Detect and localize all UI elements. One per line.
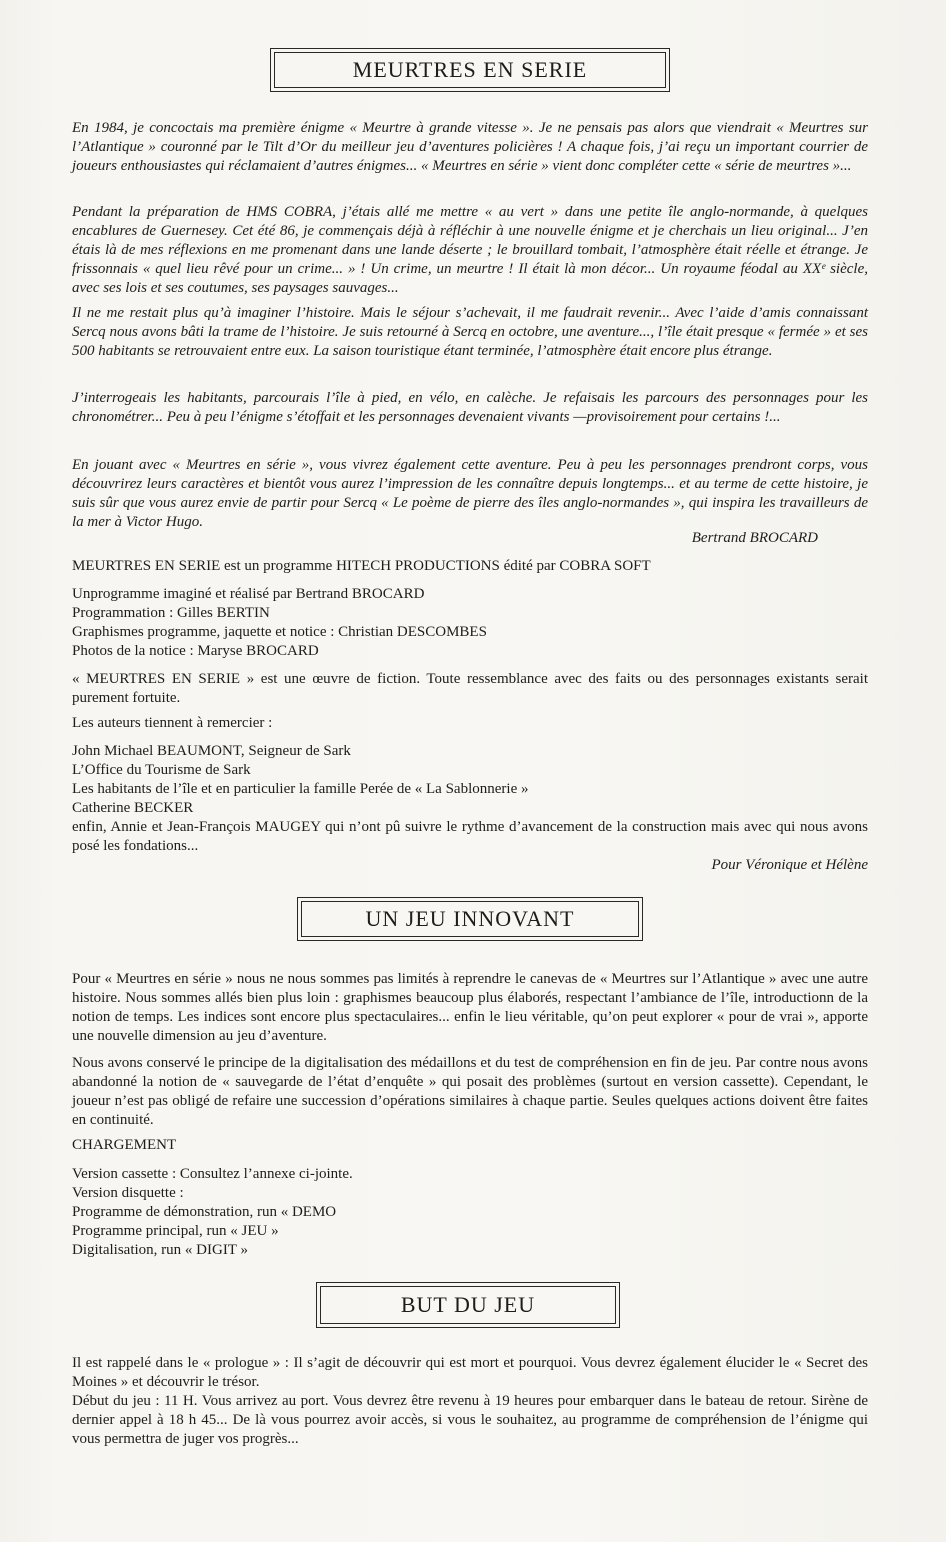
thanks-list — [72, 742, 868, 856]
goal-paragraph-1: Il est rappelé dans le « prologue » : Il s’agit de découvrir qui est mort et pourquoi. Vous devrez également élucider le « Secret des Moines » et découvrir le trésor. — [72, 1355, 868, 1390]
section-title-meurtres-en-serie — [270, 48, 670, 92]
section-title-text: BUT DU JEU — [400, 1292, 536, 1317]
thanks-item: L’Office du Tourisme de Sark — [72, 762, 251, 778]
fiction-note: « MEURTRES EN SERIE » est une œuvre de fiction. Toute ressemblance avec des faits ou des personnages existants serait purement fortuite. — [72, 671, 868, 706]
credit-line: Graphismes programme, jaquette et notice : Christian DESCOMBES — [72, 624, 487, 640]
author-signature: Bertrand BROCARD — [691, 530, 818, 546]
loading-item: Version cassette : Consultez l’annexe ci-jointe. — [72, 1166, 353, 1182]
credits-block — [72, 585, 868, 661]
intro-paragraph-1: En 1984, je concoctais ma première énigme « Meurtre à grande vitesse ». Je ne pensais pas alors que viendrait « Meurtres sur l’Atlantique » couronné par le Tilt d’Or du meilleur jeu d’aventures policières ! A chaque fois, j’ai reçu un important courrier de joueurs enthousiastes qui réclamaient d’autres énigmes... « Meurtres en série » vient donc compléter cette « série de meurtres »... — [72, 120, 868, 174]
dedication: Pour Véronique et Hélène — [711, 857, 868, 873]
thanks-item: enfin, Annie et Jean-François MAUGEY qui n’ont pû suivre le rythme d’avancement de la construction mais avec qui nous avons posé les fondations... — [72, 819, 868, 854]
goal-paragraph-2: Début du jeu : 11 H. Vous arrivez au port. Vous devrez être revenu à 19 heures pour embarquer dans le bateau de retour. Sirène de dernier appel à 18 h 45... De là vous pourrez avoir accès, si vous le souhaitez, au programme de compréhension de l’énigme qui vous permettra de juger vos progrès... — [72, 1393, 868, 1447]
credit-line: Photos de la notice : Maryse BROCARD — [72, 643, 319, 659]
innovation-paragraph-2: Nous avons conservé le principe de la digitalisation des médaillons et du test de compréhension en fin de jeu. Par contre nous avons abandonné la notion de « sauvegarde de l’état d’enquête » qui posait des problèmes (surtout en version cassette). Cependant, le joueur n’est pas obligé de refaire une succession d’opérations similaires à chaque partie. Seules quelques actions doivent être faites en continuité. — [72, 1055, 868, 1128]
section-title-but-du-jeu — [316, 1282, 620, 1328]
loading-item: Version disquette : — [72, 1185, 184, 1201]
thanks-item: Les habitants de l’île et en particulier la famille Perée de « La Sablonnerie » — [72, 781, 529, 797]
thanks-intro: Les auteurs tiennent à remercier : — [72, 715, 273, 731]
credit-line: Unprogramme imaginé et réalisé par Bertrand BROCARD — [72, 586, 425, 602]
thanks-item: John Michael BEAUMONT, Seigneur de Sark — [72, 743, 351, 759]
intro-paragraph-2: Pendant la préparation de HMS COBRA, j’étais allé me mettre « au vert » dans une petite île anglo-normande, à quelques encablures de Guernesey. Cet été 86, je commençais déjà à réfléchir à une nouvelle énigme et je cherchais un lieu original... J’en étais là de mes réflexions en me promenant dans une lande déserte ; le brouillard tombait, l’atmosphère était réelle et étrange. Je frissonnais « quel lieu rêvé pour un crime... » ! Un crime, un meurtre ! Il était là mon décor... Un royaume féodal au XXᵉ siècle, avec ses lois et ses coutumes, ses paysages sauvages... — [72, 204, 868, 296]
intro-paragraph-5: En jouant avec « Meurtres en série », vous vivrez également cette aventure. Peu à peu les personnages prendront corps, vous découvrirez leurs caractères et bientôt vous aurez l’impression de les connaître depuis longtemps... et au terme de cette histoire, je suis sûr que vous aurez envie de partir pour Sercq « Le poème de pierre des îles anglo-normandes », qui inspira les travailleurs de la mer à Victor Hugo. — [72, 457, 868, 530]
section-title-text: MEURTRES EN SERIE — [352, 57, 588, 82]
loading-heading: CHARGEMENT — [72, 1137, 177, 1153]
loading-item: Programme de démonstration, run « DEMO — [72, 1204, 337, 1220]
intro-paragraph-3: Il ne me restait plus qu’à imaginer l’histoire. Mais le séjour s’achevait, il me faudrait revenir... Avec l’aide d’amis connaissant Sercq nous avons bâti la trame de l’histoire. Je suis retourné à Sercq en octobre, une aventure..., l’île était presque « fermée » et ses 500 habitants se retrouvaient entre eux. La saison touristique étant terminée, l’atmosphère était encore plus étrange. — [72, 305, 868, 359]
loading-item: Programme principal, run « JEU » — [72, 1223, 279, 1239]
loading-item: Digitalisation, run « DIGIT » — [72, 1242, 248, 1258]
section-title-text: UN JEU INNOVANT — [365, 906, 575, 931]
credit-line: Programmation : Gilles BERTIN — [72, 605, 270, 621]
program-line: MEURTRES EN SERIE est un programme HITECH PRODUCTIONS édité par COBRA SOFT — [72, 558, 651, 574]
intro-paragraph-4: J’interrogeais les habitants, parcourais l’île à pied, en vélo, en calèche. Je refaisais les parcours des personnages pour les chronométrer... Peu à peu l’énigme s’étoffait et les personnages devenaient vivants —provisoirement pour certains !... — [72, 390, 868, 425]
thanks-item: Catherine BECKER — [72, 800, 194, 816]
section-title-un-jeu-innovant — [297, 897, 643, 941]
loading-list — [72, 1165, 868, 1260]
innovation-paragraph-1: Pour « Meurtres en série » nous ne nous sommes pas limités à reprendre le canevas de « Meurtres sur l’Atlantique » avec une autre histoire. Nous sommes allés bien plus loin : graphismes beaucoup plus élaborés, respectant l’ambiance de l’île, introductionn de la notion de temps. Les indices sont encore plus spectaculaires... enfin le lieu véritable, qu’on peut explorer « pour de vrai », apporte une nouvelle dimension au jeu d’aventure. — [72, 971, 868, 1044]
